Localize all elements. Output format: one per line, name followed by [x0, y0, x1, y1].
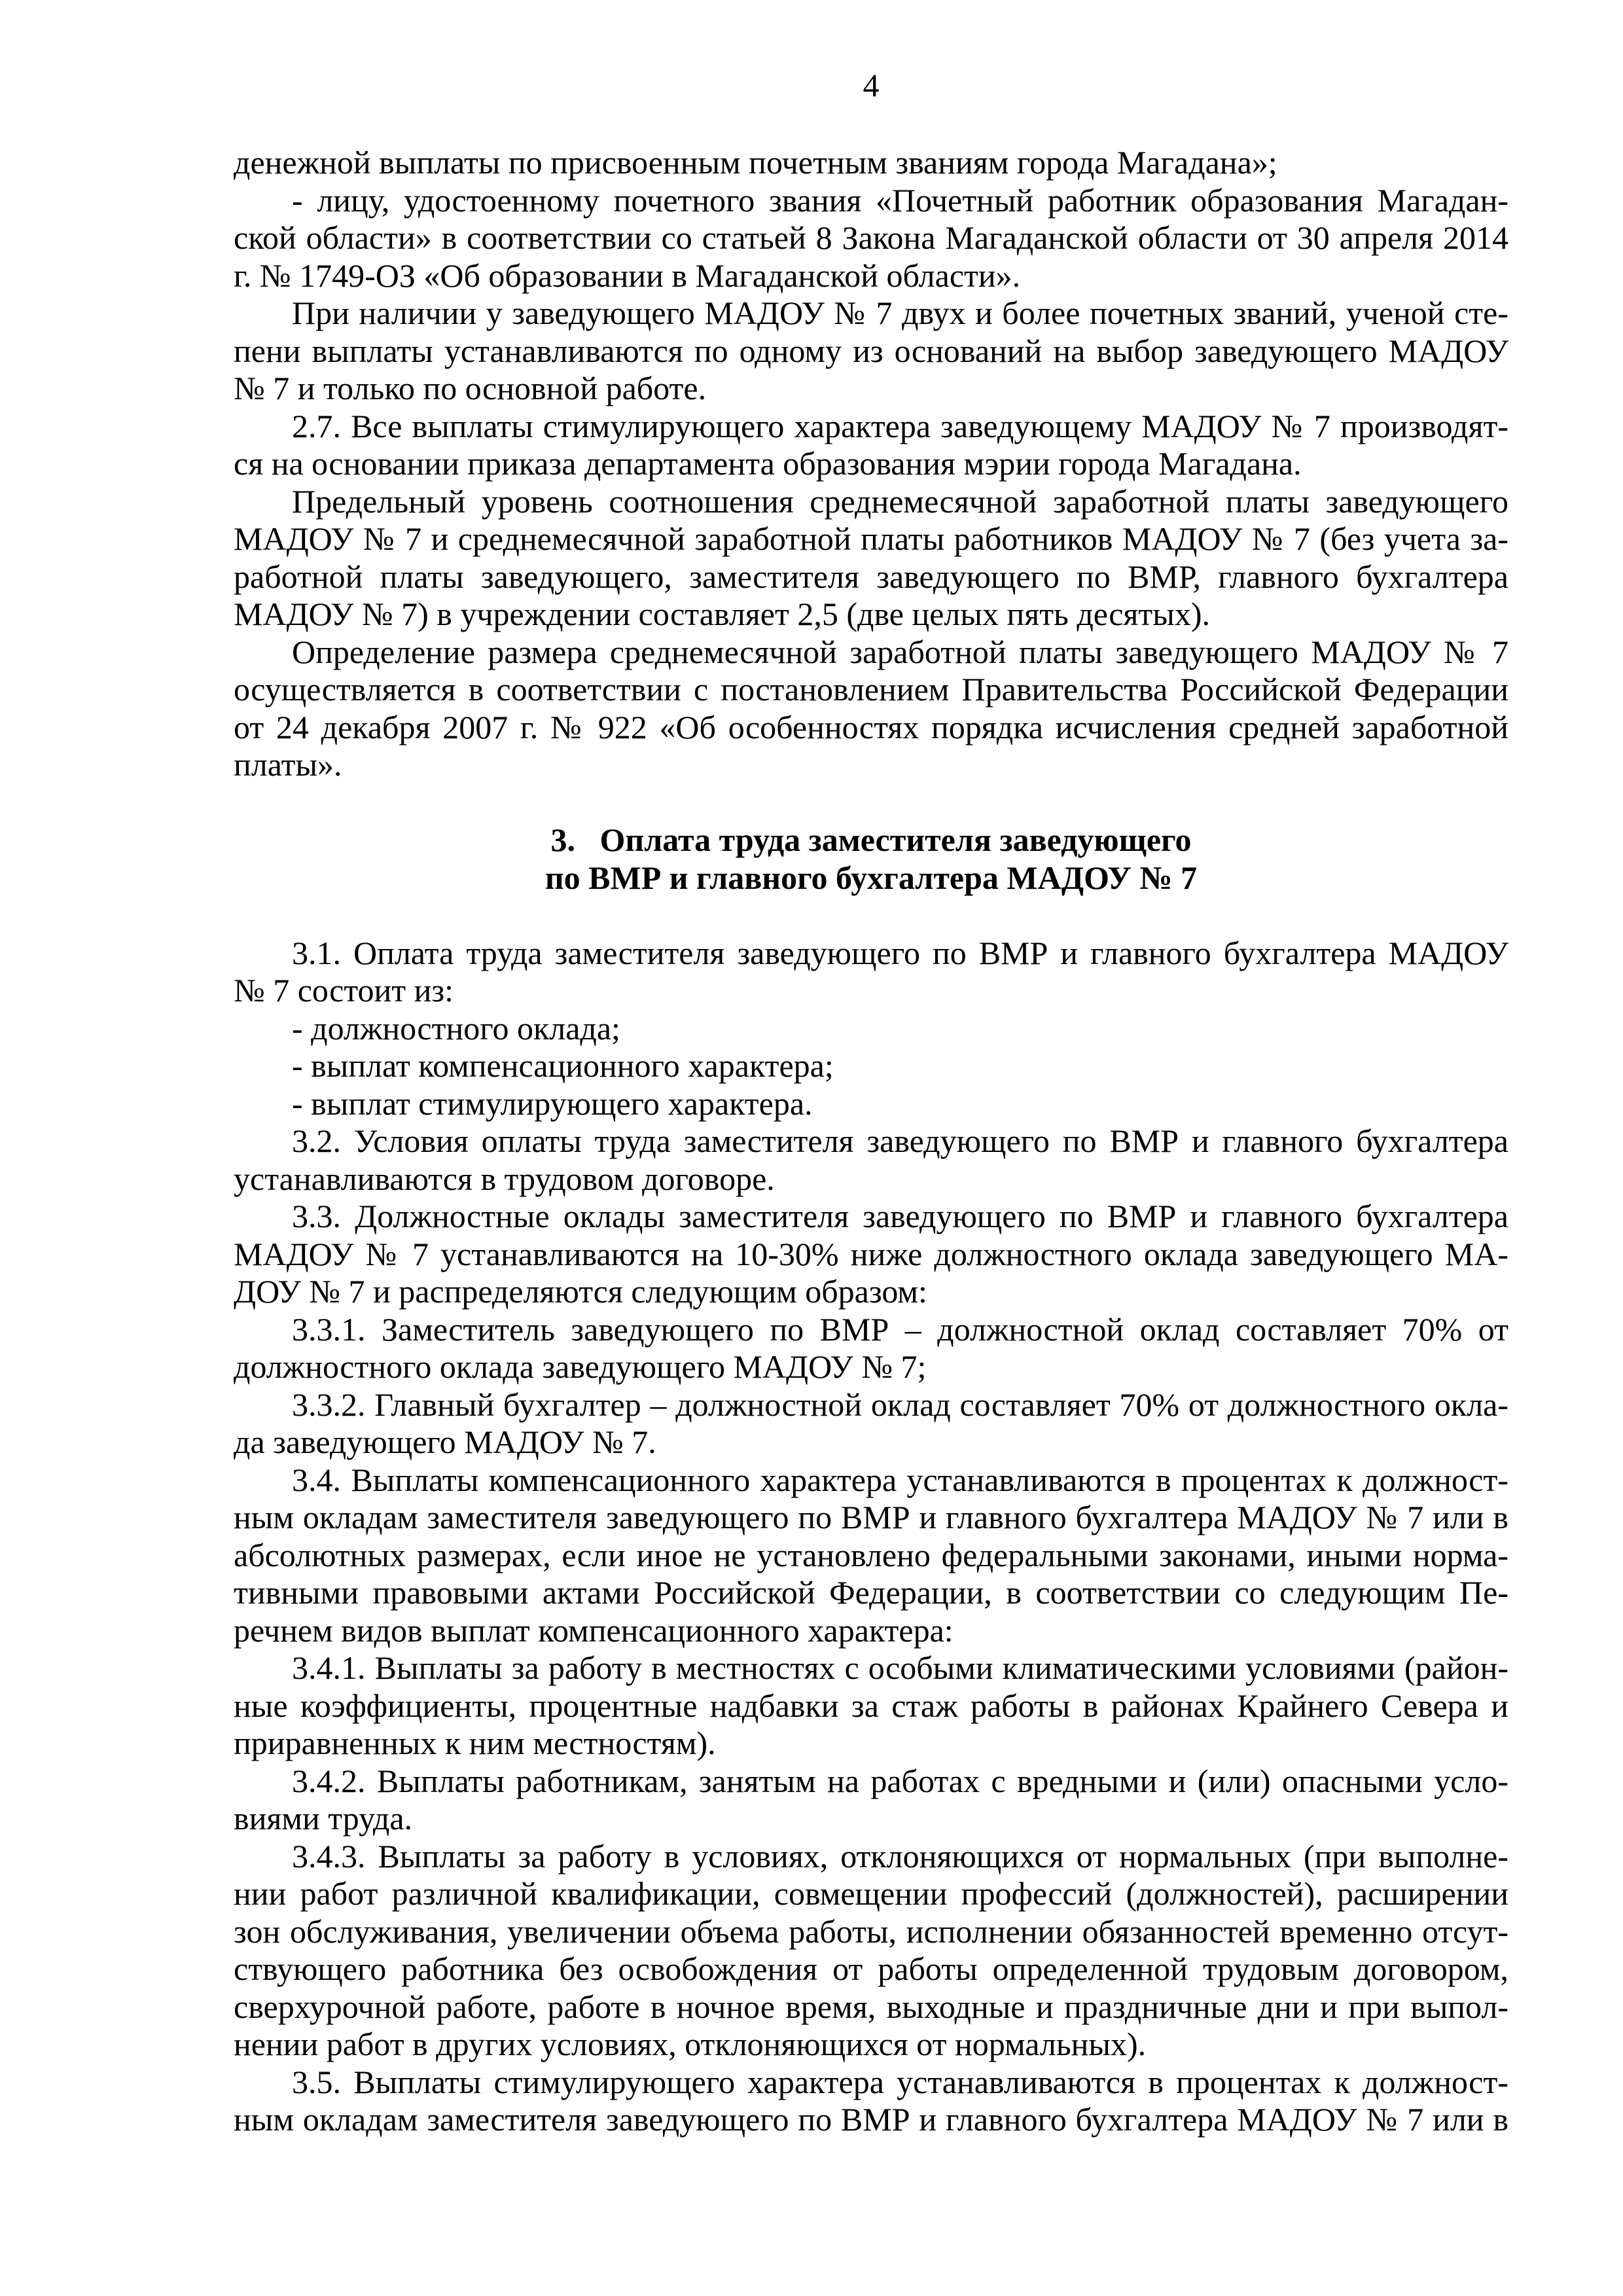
text-line: 3.5. Выплаты стимулирующего характера устанавливаются в процентах к должност-: [292, 2063, 1508, 2100]
text-line: ные коэффициенты, процентные надбавки за стаж работы в районах Крайнего Севера и: [234, 1687, 1508, 1724]
text-line: № 7 и только по основной работе.: [234, 370, 707, 406]
text-line: речнем видов выплат компенсационного характера:: [234, 1611, 954, 1649]
text-line: 3.3.1. Заместитель заведующего по ВМР – должностной оклад составляет 70% от: [292, 1310, 1508, 1348]
text-line: сверхурочной работе, работе в ночное время, выходные и праздничные дни и при выпол-: [234, 1988, 1508, 2025]
text-line: ствующего работника без освобождения от работы определенной трудовым договором,: [234, 1950, 1508, 1987]
text-line: 3.1. Оплата труда заместителя заведующего по ВМР и главного бухгалтера МАДОУ: [292, 934, 1508, 971]
text-line: 3.4.3. Выплаты за работу в условиях, отклоняющихся от нормальных (при выполне-: [292, 1837, 1508, 1874]
document-body: [234, 144, 1508, 2139]
text-line: г. № 1749-ОЗ «Об образовании в Магаданской области».: [234, 257, 1021, 294]
text-line: МАДОУ № 7 и среднемесячной заработной платы работников МАДОУ № 7 (без учета за-: [234, 520, 1508, 557]
text-line: № 7 состоит из:: [234, 972, 454, 1009]
page-number: 4: [863, 67, 880, 103]
text-line: При наличии у заведующего МАДОУ № 7 двух и более почетных званий, ученой сте-: [292, 295, 1508, 331]
text-line: нии работ различной квалификации, совмещении профессий (должностей), расширении: [234, 1875, 1508, 1912]
spacer: [234, 784, 1508, 822]
text-line: устанавливаются в трудовом договоре.: [234, 1160, 775, 1197]
text-line: тивными правовыми актами Российской Федерации, в соответствии со следующим Пе-: [234, 1574, 1508, 1611]
text-line: ным окладам заместителя заведующего по ВМР и главного бухгалтера МАДОУ № 7 или в: [234, 2101, 1508, 2138]
text-line: МАДОУ № 7 устанавливаются на 10-30% ниже должностного оклада заведующего МА-: [234, 1235, 1508, 1272]
text-line: ской области» в соответствии со статьей 8 Закона Магаданской области от 30 апреля 2014: [234, 219, 1508, 256]
text-line: зон обслуживания, увеличении объема работы, исполнении обязанностей временно отсут-: [234, 1912, 1508, 1950]
text-line: должностного оклада заведующего МАДОУ № 7;: [234, 1348, 927, 1385]
text-line: от 24 декабря 2007 г. № 922 «Об особенностях порядка исчисления средней заработной: [234, 708, 1508, 745]
text-line: 3.2. Условия оплаты труда заместителя заведующего по ВМР и главного бухгалтера: [292, 1122, 1508, 1159]
text-line: - должностного оклада;: [292, 1009, 620, 1047]
text-line: Определение размера среднемесячной заработной платы заведующего МАДОУ № 7: [292, 633, 1508, 670]
text-line: 3.3. Должностные оклады заместителя заведующего по ВМР и главного бухгалтера: [292, 1198, 1508, 1234]
text-line: приравненных к ним местностям).: [234, 1725, 716, 1761]
text-line: ным окладам заместителя заведующего по ВМР и главного бухгалтера МАДОУ № 7 или в: [234, 1499, 1508, 1535]
text-line: МАДОУ № 7) в учреждении составляет 2,5 (две целых пять десятых).: [234, 596, 1211, 632]
text-line: 3.3.2. Главный бухгалтер – должностной оклад составляет 70% от должностного окла-: [292, 1386, 1508, 1423]
text-line: 3.4.1. Выплаты за работу в местностях с особыми климатическими условиями (район-: [292, 1649, 1508, 1686]
text-line: Предельный уровень соотношения среднемесячной заработной платы заведующего: [292, 482, 1508, 520]
text-line: платы».: [234, 746, 342, 783]
text-line: осуществляется в соответствии с постановлением Правительства Российской Федерации: [234, 671, 1508, 708]
text-line: ДОУ № 7 и распределяются следующим образом:: [234, 1273, 927, 1310]
section-heading-line: по ВМР и главного бухгалтера МАДОУ № 7: [544, 859, 1198, 896]
text-line: - лицу, удостоенному почетного звания «Почетный работник образования Магадан-: [292, 181, 1508, 219]
text-line: - выплат компенсационного характера;: [292, 1047, 834, 1084]
text-line: абсолютных размерах, если иное не установлено федеральными законами, иными норма-: [234, 1536, 1508, 1573]
text-line: денежной выплаты по присвоенным почетным званиям города Магадана»;: [234, 144, 1277, 181]
text-line: виями труда.: [234, 1800, 413, 1837]
text-line: - выплат стимулирующего характера.: [292, 1085, 813, 1122]
text-line: нении работ в других условиях, отклоняющихся от нормальных).: [234, 2026, 1147, 2062]
text-line: 2.7. Все выплаты стимулирующего характера заведующему МАДОУ № 7 производят-: [292, 407, 1508, 444]
text-line: да заведующего МАДОУ № 7.: [234, 1424, 656, 1460]
text-line: пени выплаты устанавливаются по одному из оснований на выбор заведующего МАДОУ: [234, 332, 1508, 369]
text-line: 3.4.2. Выплаты работникам, занятым на работах с вредными и (или) опасными усло-: [292, 1762, 1508, 1799]
text-line: 3.4. Выплаты компенсационного характера устанавливаются в процентах к должност-: [292, 1461, 1508, 1498]
text-line: работной платы заведующего, заместителя заведующего по ВМР, главного бухгалтера: [234, 558, 1508, 595]
text-line: ся на основании приказа департамента образования мэрии города Магадана.: [234, 445, 1302, 482]
section-heading-line: 3. Оплата труда заместителя заведующего: [550, 821, 1192, 858]
spacer: [234, 897, 1508, 935]
